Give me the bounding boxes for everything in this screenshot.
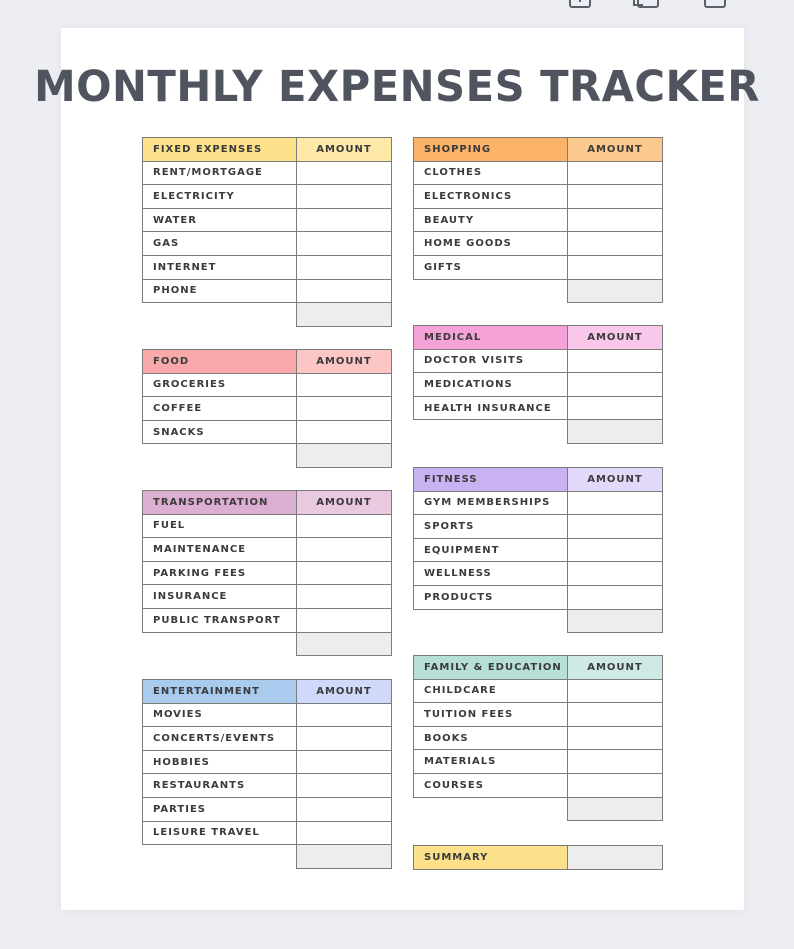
summary-total-cell[interactable] <box>568 846 663 870</box>
table-row <box>143 208 392 232</box>
table-row <box>143 255 392 279</box>
amount-cell[interactable] <box>568 773 663 797</box>
expense-label: SNACKS <box>143 420 297 444</box>
amount-cell[interactable] <box>568 585 663 609</box>
table-row <box>414 161 663 185</box>
shopping-table <box>413 137 663 303</box>
table-row <box>143 821 392 845</box>
amount-cell[interactable] <box>297 703 392 727</box>
total-row <box>143 303 392 327</box>
fixed-category-header: FIXED EXPENSES <box>143 138 297 162</box>
table-row <box>143 727 392 751</box>
expense-label: GYM MEMBERSHIPS <box>414 491 568 515</box>
medical-amount-header: AMOUNT <box>568 326 663 350</box>
amount-cell[interactable] <box>568 396 663 420</box>
table-header <box>143 491 392 515</box>
amount-cell[interactable] <box>568 185 663 209</box>
amount-cell[interactable] <box>297 797 392 821</box>
amount-cell[interactable] <box>297 727 392 751</box>
table-row <box>414 726 663 750</box>
amount-cell[interactable] <box>297 538 392 562</box>
food-total-cell[interactable] <box>297 444 392 468</box>
viewer-toolbar <box>0 0 794 12</box>
amount-cell[interactable] <box>297 185 392 209</box>
amount-cell[interactable] <box>568 679 663 703</box>
expense-label: INSURANCE <box>143 585 297 609</box>
expense-label: MATERIALS <box>414 750 568 774</box>
amount-cell[interactable] <box>568 491 663 515</box>
expense-label: PRODUCTS <box>414 585 568 609</box>
total-row <box>414 609 663 633</box>
transportation-table <box>142 490 392 656</box>
family-category-header: FAMILY & EDUCATION <box>414 656 568 680</box>
page-title: MONTHLY EXPENSES TRACKER <box>34 62 760 112</box>
table-row <box>143 750 392 774</box>
expense-label: CHILDCARE <box>414 679 568 703</box>
table-row <box>143 585 392 609</box>
table-row <box>143 161 392 185</box>
amount-cell[interactable] <box>297 161 392 185</box>
amount-cell[interactable] <box>568 208 663 232</box>
table-header <box>143 680 392 704</box>
table-row <box>414 585 663 609</box>
table-row <box>143 538 392 562</box>
expense-label: RENT/MORTGAGE <box>143 161 297 185</box>
transportation-category-header: TRANSPORTATION <box>143 491 297 515</box>
table-row <box>414 232 663 256</box>
total-row <box>143 632 392 656</box>
table-row <box>143 185 392 209</box>
spacer-cell <box>414 609 568 633</box>
fitness-table <box>413 467 663 633</box>
amount-cell[interactable] <box>568 538 663 562</box>
fitness-category-header: FITNESS <box>414 468 568 492</box>
entertainment-amount-header: AMOUNT <box>297 680 392 704</box>
expense-label: CONCERTS/EVENTS <box>143 727 297 751</box>
expense-label: LEISURE TRAVEL <box>143 821 297 845</box>
expense-label: WELLNESS <box>414 562 568 586</box>
table-row <box>414 396 663 420</box>
entertainment-table <box>142 679 392 869</box>
table-row <box>414 538 663 562</box>
fixed-table <box>142 137 392 327</box>
expense-label: MOVIES <box>143 703 297 727</box>
spacer-cell <box>143 303 297 327</box>
table-row <box>143 561 392 585</box>
summary-label: SUMMARY <box>414 846 568 870</box>
spacer-cell <box>414 420 568 444</box>
expense-label: HEALTH INSURANCE <box>414 396 568 420</box>
amount-cell[interactable] <box>297 750 392 774</box>
expense-label: ELECTRICITY <box>143 185 297 209</box>
family-total-cell[interactable] <box>568 797 663 821</box>
expense-label: PARTIES <box>143 797 297 821</box>
table-row <box>143 774 392 798</box>
amount-cell[interactable] <box>297 397 392 421</box>
amount-cell[interactable] <box>568 255 663 279</box>
family-amount-header: AMOUNT <box>568 656 663 680</box>
expense-label: FUEL <box>143 514 297 538</box>
expense-label: RESTAURANTS <box>143 774 297 798</box>
amount-cell[interactable] <box>568 562 663 586</box>
fitness-total-cell[interactable] <box>568 609 663 633</box>
table-row <box>414 750 663 774</box>
expense-label: ELECTRONICS <box>414 185 568 209</box>
amount-cell[interactable] <box>297 255 392 279</box>
expense-label: PARKING FEES <box>143 561 297 585</box>
table-row <box>143 420 392 444</box>
fitness-amount-header: AMOUNT <box>568 468 663 492</box>
expense-label: HOME GOODS <box>414 232 568 256</box>
expense-label: MEDICATIONS <box>414 373 568 397</box>
expense-label: GIFTS <box>414 255 568 279</box>
table-row <box>414 562 663 586</box>
summary-row <box>414 846 663 870</box>
expense-label: BOOKS <box>414 726 568 750</box>
total-row <box>414 797 663 821</box>
table-row <box>143 797 392 821</box>
total-row <box>414 420 663 444</box>
table-row <box>143 608 392 632</box>
spacer-cell <box>414 279 568 303</box>
transportation-total-cell[interactable] <box>297 632 392 656</box>
amount-cell[interactable] <box>297 279 392 303</box>
shopping-category-header: SHOPPING <box>414 138 568 162</box>
expense-label: GAS <box>143 232 297 256</box>
expense-label: MAINTENANCE <box>143 538 297 562</box>
table-row <box>414 349 663 373</box>
expense-label: COURSES <box>414 773 568 797</box>
family-table <box>413 655 663 821</box>
table-header <box>414 468 663 492</box>
table-row <box>414 491 663 515</box>
medical-total-cell[interactable] <box>568 420 663 444</box>
table-row <box>143 232 392 256</box>
share-icon[interactable] <box>569 0 591 8</box>
total-row <box>143 845 392 869</box>
copy-icon[interactable] <box>637 0 659 8</box>
expense-label: BEAUTY <box>414 208 568 232</box>
table-header <box>414 656 663 680</box>
amount-cell[interactable] <box>297 373 392 397</box>
table-row <box>414 208 663 232</box>
amount-cell[interactable] <box>297 420 392 444</box>
expense-label: DOCTOR VISITS <box>414 349 568 373</box>
fixed-total-cell[interactable] <box>297 303 392 327</box>
amount-cell[interactable] <box>297 821 392 845</box>
entertainment-total-cell[interactable] <box>297 845 392 869</box>
entertainment-category-header: ENTERTAINMENT <box>143 680 297 704</box>
spacer-cell <box>143 632 297 656</box>
shopping-total-cell[interactable] <box>568 279 663 303</box>
table-row <box>414 515 663 539</box>
total-row <box>143 444 392 468</box>
table-row <box>143 373 392 397</box>
table-row <box>143 514 392 538</box>
amount-cell[interactable] <box>568 703 663 727</box>
spacer-cell <box>143 845 297 869</box>
transportation-amount-header: AMOUNT <box>297 491 392 515</box>
amount-cell[interactable] <box>568 373 663 397</box>
window-icon[interactable] <box>704 0 726 8</box>
table-header <box>414 138 663 162</box>
amount-cell[interactable] <box>568 232 663 256</box>
amount-cell[interactable] <box>568 726 663 750</box>
expense-label: COFFEE <box>143 397 297 421</box>
table-row <box>143 397 392 421</box>
medical-table <box>413 325 663 444</box>
table-header <box>414 326 663 350</box>
table-row <box>414 373 663 397</box>
spacer-cell <box>143 444 297 468</box>
summary-table <box>413 845 663 870</box>
table-row <box>143 279 392 303</box>
amount-cell[interactable] <box>297 585 392 609</box>
expense-label: INTERNET <box>143 255 297 279</box>
shopping-amount-header: AMOUNT <box>568 138 663 162</box>
amount-cell[interactable] <box>568 349 663 373</box>
table-header <box>143 138 392 162</box>
expense-label: PUBLIC TRANSPORT <box>143 608 297 632</box>
table-row <box>414 703 663 727</box>
medical-category-header: MEDICAL <box>414 326 568 350</box>
food-amount-header: AMOUNT <box>297 350 392 374</box>
table-row <box>414 185 663 209</box>
amount-cell[interactable] <box>297 514 392 538</box>
table-row <box>414 255 663 279</box>
expense-label: PHONE <box>143 279 297 303</box>
amount-cell[interactable] <box>297 561 392 585</box>
spacer-cell <box>414 797 568 821</box>
food-table <box>142 349 392 468</box>
table-row <box>414 679 663 703</box>
expense-label: CLOTHES <box>414 161 568 185</box>
expense-label: WATER <box>143 208 297 232</box>
amount-cell[interactable] <box>568 750 663 774</box>
food-category-header: FOOD <box>143 350 297 374</box>
amount-cell[interactable] <box>297 608 392 632</box>
amount-cell[interactable] <box>297 232 392 256</box>
table-header <box>143 350 392 374</box>
table-row <box>414 773 663 797</box>
expense-label: SPORTS <box>414 515 568 539</box>
amount-cell[interactable] <box>568 515 663 539</box>
amount-cell[interactable] <box>297 774 392 798</box>
amount-cell[interactable] <box>297 208 392 232</box>
amount-cell[interactable] <box>568 161 663 185</box>
expense-label: HOBBIES <box>143 750 297 774</box>
total-row <box>414 279 663 303</box>
expense-label: TUITION FEES <box>414 703 568 727</box>
expense-label: EQUIPMENT <box>414 538 568 562</box>
expense-label: GROCERIES <box>143 373 297 397</box>
table-row <box>143 703 392 727</box>
fixed-amount-header: AMOUNT <box>297 138 392 162</box>
